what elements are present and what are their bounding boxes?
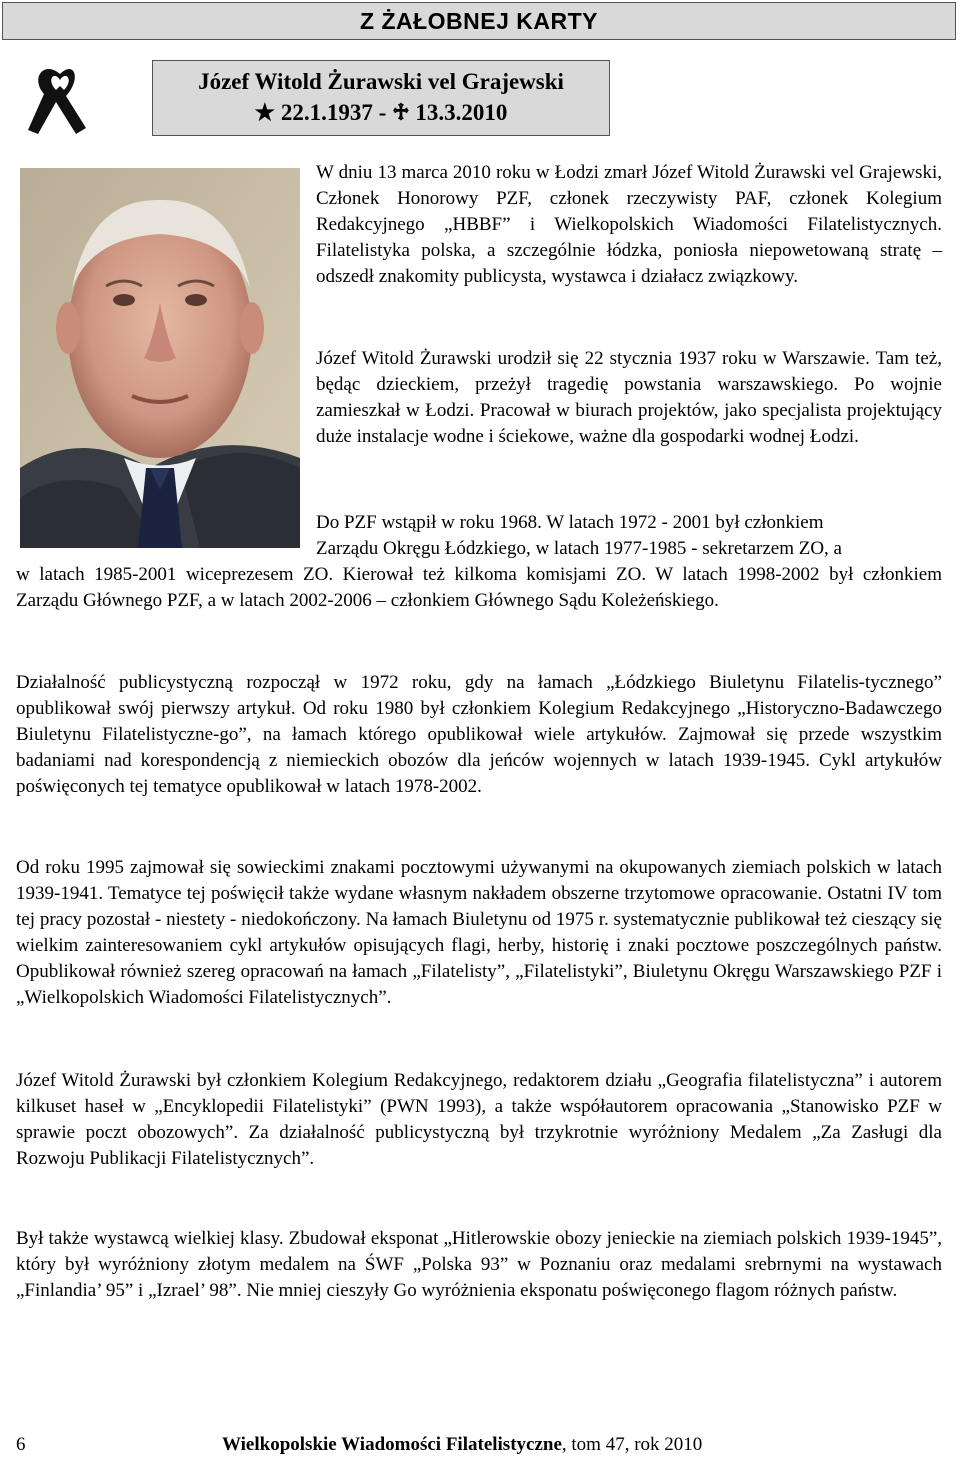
obituary-name-box bbox=[152, 60, 610, 136]
journal-issue: , tom 47, rok 2010 bbox=[561, 1434, 703, 1455]
life-dates: ★ 22.1.1937 - ♱ 13.3.2010 bbox=[254, 100, 508, 125]
deceased-name: Józef Witold Żurawski vel Grajewski bbox=[198, 69, 564, 94]
page-number: 6 bbox=[16, 1434, 26, 1455]
section-title: Z ŻAŁOBNEJ KARTY bbox=[360, 8, 598, 34]
paragraph-soviet-stamps: Od roku 1995 zajmował się sowieckimi znakami pocztowymi używanymi na okupowanych ziemiach polskich w latach 1939-1941. Tematyce tej poświęcił także wydane własnym nakładem obszerne trzytomowe opracowanie. Ostatni IV tom tej pracy pozostał - niestety - niedokończony. Na łamach Biuletynu od 1975 r. systematycznie publikował też cieszący się wielkim zainteresowaniem cykl artykułów opisujących flagi, herby, historię i znaki pocztowe poszczególnych państw. Opublikował również szereg opracowań na łamach „Filatelisty”, „Filatelistyki”, Biuletynu Okręgu Warszawskiego PZF i „Wielkopolskich Wiadomości Filatelistycznych”. bbox=[16, 857, 942, 1008]
paragraph-publications: Działalność publicystyczną rozpoczął w 1972 roku, gdy na łamach „Łódzkiego Biuletynu Filatelis-tycznego” opublikował swój pierwszy artykuł. Od roku 1980 był członkiem Kolegium Redakcyjnego „Historyczno-Badawczego Biuletynu Filatelistyczne-go”, na łamach którego opublikował wiele artykułów. Zajmował się przede wszystkim badaniami nad korespondencją z niemieckich obozów dla jeńców wojennych w latach 1939-1945. Cykl artykułów poświęconych tej tematyce opublikował w latach 1978-2002. bbox=[16, 672, 942, 797]
journal-citation bbox=[222, 1434, 702, 1456]
journal-title: Wielkopolskie Wiadomości Filatelistyczne bbox=[222, 1434, 562, 1455]
paragraph-biography: Józef Witold Żurawski urodził się 22 stycznia 1937 roku w Warszawie. Tam też, będąc dzieckiem, przeżył tragedię powstania warszawskiego. Po wojnie zamieszkał w Łodzi. Pracował w biurach projektów, jako specjalista projektujący duże instalacje wodne i ściekowe, ważne dla gospodarki wodnej Łodzi. bbox=[316, 348, 942, 447]
paragraph-pzf-continued: w latach 1985-2001 wiceprezesem ZO. Kierował też kilkoma komisjami ZO. W latach 1998-2002 był członkiem Zarządu Głównego PZF, a w latach 2002-2006 – członkiem Głównego Sądu Koleżeńskiego. bbox=[16, 564, 942, 611]
portrait-photo bbox=[20, 168, 300, 548]
paragraph-pzf-line1: Do PZF wstąpił w roku 1968. W latach 1972 - 2001 był członkiem bbox=[316, 512, 824, 533]
paragraph-editorial: Józef Witold Żurawski był członkiem Kolegium Redakcyjnego, redaktorem działu „Geografia filatelistyczna” i autorem kilkuset haseł w „Encyklopedii Filatelistyki” (PWN 1993), a także współautorem opracowania „Stanowisko PZF w sprawie poczt obozowych”. Za działalność publicystyczną był trzykrotnie wyróżniony Medalem „Za Zasługi dla Rozwoju Publikacji Filatelistycznych”. bbox=[16, 1070, 942, 1169]
paragraph-announcement: W dniu 13 marca 2010 roku w Łodzi zmarł Józef Witold Żurawski vel Grajewski, Członek Honorowy PZF, członek rzeczywisty PAF, członek Kolegium Redakcyjnego „HBBF” i Wielkopolskich Wiadomości Filatelistycznych. Filatelistyka polska, a szczególnie łódzka, poniosła niepowetowaną stratę – odszedł znakomity publicysta, wystawca i działacz związkowy. bbox=[316, 162, 942, 287]
section-header-band bbox=[2, 2, 956, 40]
mourning-ribbon-icon bbox=[22, 64, 98, 136]
paragraph-exhibitions: Był także wystawcą wielkiej klasy. Zbudował eksponat „Hitlerowskie obozy jenieckie na ziemiach polskich 1939-1945”, który był wyróżniony złotym medalem na ŚWF „Polska 93” w Poznaniu oraz medalami srebrnymi na wystawach „Finlandia’ 95” i „Izrael’ 98”. Nie mniej cieszyły Go wyróżnienia eksponatu poświęconego flagom różnych państw. bbox=[16, 1228, 942, 1301]
paragraph-pzf-line2: Zarządu Okręgu Łódzkiego, w latach 1977-1985 - sekretarzem ZO, a bbox=[316, 538, 842, 559]
